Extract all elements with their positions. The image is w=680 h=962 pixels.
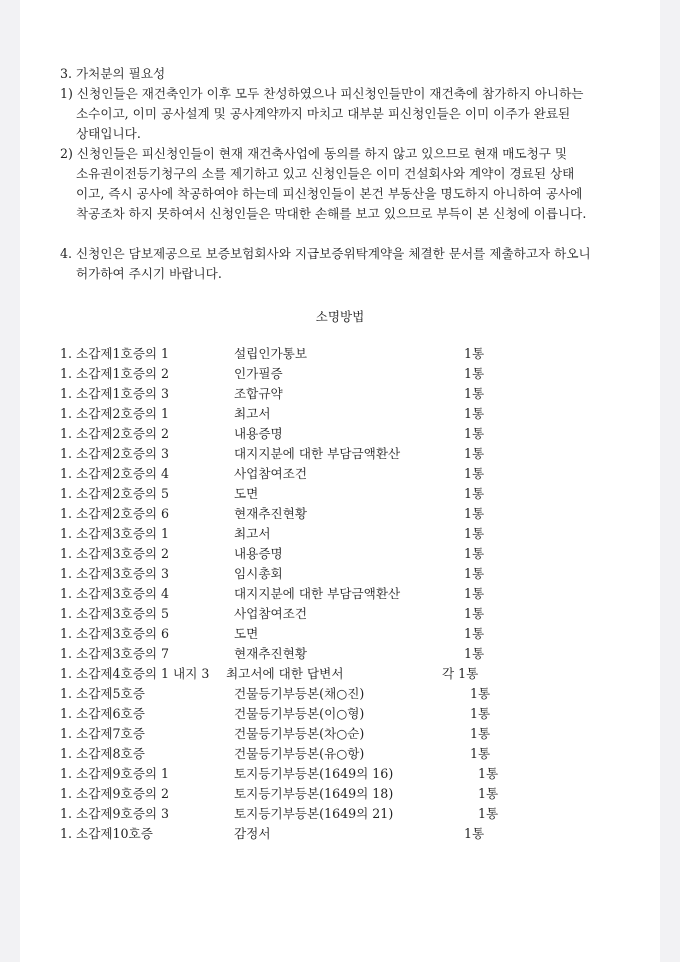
evidence-row — [60, 684, 620, 704]
evidence-count: 1통 — [464, 466, 485, 481]
evidence-count: 1통 — [464, 546, 485, 561]
evidence-name: 토지등기부등본(1649의 16) — [234, 766, 394, 781]
evidence-count: 1통 — [470, 726, 491, 741]
evidence-name: 토지등기부등본(1649의 18) — [234, 786, 394, 801]
evidence-count: 1통 — [470, 706, 491, 721]
evidence-count: 1통 — [464, 346, 485, 361]
evidence-row — [60, 724, 620, 744]
evidence-row — [60, 564, 620, 584]
evidence-count: 1통 — [464, 626, 485, 641]
evidence-count: 1통 — [478, 806, 499, 821]
evidence-row — [60, 464, 620, 484]
evidence-name: 내용증명 — [234, 426, 283, 441]
evidence-name: 설립인가통보 — [234, 346, 307, 361]
evidence-row — [60, 704, 620, 724]
evidence-count: 1통 — [464, 506, 485, 521]
evidence-row — [60, 364, 620, 384]
evidence-number: 1. 소갑제2호증의 4 — [60, 466, 170, 481]
evidence-count: 1통 — [464, 426, 485, 441]
evidence-number: 1. 소갑제1호증의 3 — [60, 386, 170, 401]
evidence-number: 1. 소갑제3호증의 7 — [60, 646, 170, 661]
evidence-number: 1. 소갑제9호증의 3 — [60, 806, 170, 821]
evidence-name: 최고서 — [234, 406, 271, 421]
evidence-name: 토지등기부등본(1649의 21) — [234, 806, 394, 821]
section4-line1: 4. 신청인은 담보제공으로 보증보험회사와 지급보증위탁계약을 체결한 문서를 제출하고자 하오니 — [60, 246, 591, 261]
evidence-row — [60, 644, 620, 664]
evidence-count: 1통 — [464, 606, 485, 621]
evidence-number: 1. 소갑제3호증의 6 — [60, 626, 170, 641]
evidence-count: 1통 — [470, 746, 491, 761]
evidence-row — [60, 764, 620, 784]
evidence-row — [60, 784, 620, 804]
evidence-row — [60, 404, 620, 424]
evidence-name: 도면 — [234, 626, 259, 641]
evidence-row — [60, 824, 620, 844]
evidence-count: 1통 — [478, 786, 499, 801]
section3-item2-line2: 소유권이전등기청구의 소를 제기하고 있고 신청인들은 이미 건설회사와 계약이 경료된 상태 — [76, 166, 575, 181]
evidence-number: 1. 소갑제2호증의 5 — [60, 486, 170, 501]
evidence-row — [60, 524, 620, 544]
evidence-count: 1통 — [464, 526, 485, 541]
evidence-row — [60, 604, 620, 624]
evidence-row — [60, 484, 620, 504]
evidence-number: 1. 소갑제2호증의 6 — [60, 506, 170, 521]
evidence-count: 1통 — [470, 686, 491, 701]
section3-item2-line4: 착공조차 하지 못하여서 신청인들은 막대한 손해를 보고 있으므로 부득이 본 신청에 이릅니다. — [76, 206, 587, 221]
evidence-name: 건물등기부등본(유○항) — [234, 746, 365, 761]
evidence-number: 1. 소갑제6호증 — [60, 706, 145, 721]
evidence-number: 1. 소갑제2호증의 3 — [60, 446, 170, 461]
evidence-row — [60, 384, 620, 404]
evidence-row — [60, 584, 620, 604]
evidence-row — [60, 744, 620, 764]
evidence-name: 대지지분에 대한 부담금액환산 — [234, 446, 401, 461]
evidence-count: 1통 — [464, 646, 485, 661]
evidence-count: 각 1통 — [442, 666, 479, 681]
section3-item2-line3: 이고, 즉시 공사에 착공하여야 하는데 피신청인들이 본건 부동산을 명도하지 아니하여 공사에 — [76, 186, 583, 201]
evidence-number: 1. 소갑제3호증의 5 — [60, 606, 170, 621]
evidence-name: 대지지분에 대한 부담금액환산 — [234, 586, 401, 601]
section3-item1-line2: 소수이고, 이미 공사설계 및 공사계약까지 마치고 대부분 피신청인들은 이미 이주가 완료된 — [76, 106, 571, 121]
evidence-count: 1통 — [464, 566, 485, 581]
evidence-name: 건물등기부등본(채○진) — [234, 686, 365, 701]
evidence-name: 임시총회 — [234, 566, 283, 581]
evidence-name: 조합규약 — [234, 386, 283, 401]
evidence-name: 사업참여조건 — [234, 606, 307, 621]
evidence-count: 1통 — [464, 486, 485, 501]
evidence-row — [60, 344, 620, 364]
evidence-count: 1통 — [464, 446, 485, 461]
evidence-number: 1. 소갑제3호증의 1 — [60, 526, 170, 541]
evidence-name: 현재추진현황 — [234, 646, 307, 661]
document-page — [20, 0, 660, 962]
section3-item1-line1: 1) 신청인들은 재건축인가 이후 모두 찬성하였으나 피신청인들만이 재건축에 참가하지 아니하는 — [60, 86, 584, 101]
evidence-number: 1. 소갑제1호증의 1 — [60, 346, 170, 361]
evidence-row — [60, 624, 620, 644]
section3-heading: 3. 가처분의 필요성 — [60, 66, 166, 81]
evidence-number: 1. 소갑제7호증 — [60, 726, 145, 741]
evidence-number: 1. 소갑제3호증의 4 — [60, 586, 170, 601]
evidence-name: 내용증명 — [234, 546, 283, 561]
evidence-number: 1. 소갑제1호증의 2 — [60, 366, 170, 381]
section3-item1-line3: 상태입니다. — [76, 126, 141, 141]
evidence-number: 1. 소갑제5호증 — [60, 686, 145, 701]
evidence-number: 1. 소갑제4호증의 1 내지 3 — [60, 666, 210, 681]
evidence-count: 1통 — [464, 386, 485, 401]
evidence-count: 1통 — [464, 406, 485, 421]
evidence-name: 감정서 — [234, 826, 271, 841]
evidence-number: 1. 소갑제10호증 — [60, 826, 153, 841]
evidence-name: 건물등기부등본(차○순) — [234, 726, 365, 741]
evidence-name: 현재추진현황 — [234, 506, 307, 521]
evidence-name: 인가필증 — [234, 366, 283, 381]
evidence-row — [60, 544, 620, 564]
evidence-name: 사업참여조건 — [234, 466, 307, 481]
evidence-row — [60, 664, 620, 684]
evidence-name: 최고서 — [234, 526, 271, 541]
evidence-number: 1. 소갑제3호증의 2 — [60, 546, 170, 561]
evidence-number: 1. 소갑제3호증의 3 — [60, 566, 170, 581]
evidence-name: 최고서에 대한 답변서 — [226, 666, 344, 681]
evidence-number: 1. 소갑제8호증 — [60, 746, 145, 761]
evidence-number: 1. 소갑제2호증의 1 — [60, 406, 170, 421]
evidence-name: 도면 — [234, 486, 259, 501]
evidence-number: 1. 소갑제9호증의 1 — [60, 766, 170, 781]
evidence-name: 건물등기부등본(이○형) — [234, 706, 365, 721]
evidence-count: 1통 — [464, 826, 485, 841]
evidence-row — [60, 424, 620, 444]
evidence-number: 1. 소갑제2호증의 2 — [60, 426, 170, 441]
section3-item2-line1: 2) 신청인들은 피신청인들이 현재 재건축사업에 동의를 하지 않고 있으므로 현재 매도청구 및 — [60, 146, 568, 161]
evidence-count: 1통 — [464, 586, 485, 601]
evidence-row — [60, 804, 620, 824]
evidence-count: 1통 — [478, 766, 499, 781]
evidence-count: 1통 — [464, 366, 485, 381]
evidence-number: 1. 소갑제9호증의 2 — [60, 786, 170, 801]
evidence-row — [60, 444, 620, 464]
section4-line2: 허가하여 주시기 바랍니다. — [76, 266, 222, 281]
evidence-row — [60, 504, 620, 524]
evidence-title: 소명방법 — [315, 309, 365, 324]
